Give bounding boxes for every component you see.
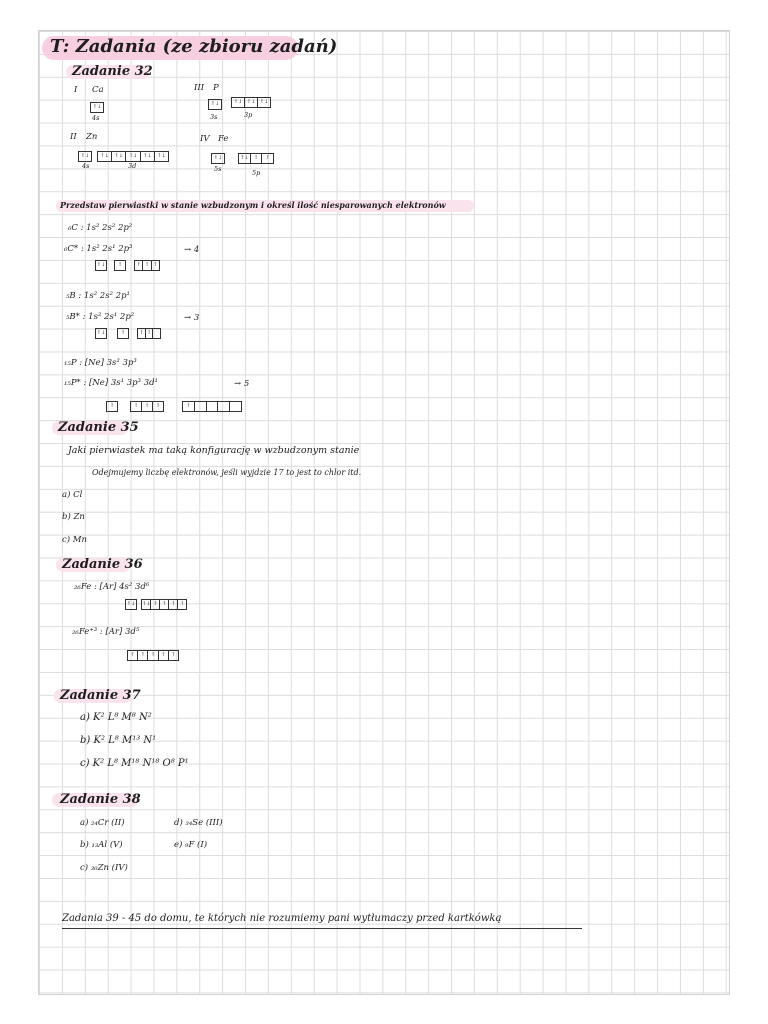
p-excited: ₁₅P* : [Ne] 3s¹ 3p³ 3d¹ [64, 378, 158, 388]
z37-answer-b: b) K² L⁸ M¹³ N¹ [80, 735, 157, 746]
z32-i-orbital: 4s [92, 114, 100, 122]
orbital-box: ↑↓ [95, 260, 107, 271]
grid-paper [38, 30, 730, 995]
z36-heading: Zadanie 36 [62, 557, 143, 572]
z35-hint: Odejmujemy liczbę elektronów, jeśli wyjdzie 17 to jest to chlor itd. [92, 468, 362, 477]
orbital-box: ↑ [114, 260, 126, 271]
z38-heading: Zadanie 38 [60, 792, 141, 807]
z35-question: Jaki pierwiastek ma taką konfigurację w wzbudzonym stanie [68, 445, 360, 456]
z36-fe3: ₂₆Fe⁺³ : [Ar] 3d⁵ [72, 627, 140, 637]
orbital-box: ↑↓ [211, 153, 225, 164]
z38-answer-e: e) ₉F (I) [174, 840, 208, 850]
excited-instruction: Przedstaw pierwiastki w stanie wzbudzonym i określ ilość niesparowanych elektronów [60, 200, 446, 210]
orbital-box: ↑↓ ↑↓ ↑↓ [231, 97, 271, 108]
z32-i-label: I [74, 85, 78, 95]
orbital-box: ↑↓ ↑ ↑ [238, 153, 274, 164]
orbital-box: ↑↓ [78, 151, 92, 162]
z35-heading: Zadanie 35 [58, 420, 139, 435]
z35-answer-b: b) Zn [62, 512, 85, 522]
z32-iv-element: Fe [218, 134, 229, 144]
homework-underline [62, 928, 582, 929]
c-ground: ₆C : 1s² 2s² 2p² [68, 223, 133, 233]
z32-heading: Zadanie 32 [72, 64, 153, 79]
z32-iv-label: IV [200, 134, 210, 144]
z32-iii-label: III [194, 83, 205, 93]
homework-note: Zadania 39 - 45 do domu, te których nie rozumiemy pani wytłumaczy przed kartkówką [62, 913, 502, 924]
z37-answer-c: c) K² L⁸ M¹⁸ N¹⁸ O⁸ P¹ [80, 758, 189, 769]
z38-answer-a: a) ₂₄Cr (II) [80, 818, 125, 828]
orbital-box: ↑↓ [95, 328, 107, 339]
z37-heading: Zadanie 37 [60, 688, 141, 703]
z32-ii-orbital-4s: 4s [82, 162, 90, 170]
z32-i-element: Ca [92, 85, 104, 95]
z32-ii-label: II [70, 132, 77, 142]
b-ground: ₅B : 1s² 2s² 2p¹ [66, 291, 130, 301]
c-excited: ₆C* : 1s² 2s¹ 2p³ [64, 244, 133, 254]
z32-ii-orbital-3d: 3d [128, 162, 137, 170]
z32-iii-element: P [213, 83, 219, 93]
z32-iv-orbital-5s: 5s [214, 165, 222, 173]
z38-answer-d: d) ₃₄Se (III) [174, 818, 223, 828]
orbital-box: ↑↓ ↑ ↑ ↑ ↑ [141, 599, 187, 610]
orbital-box: ↑ ↑ ↑ [134, 260, 160, 271]
z37-answer-a: a) K² L⁸ M⁸ N² [80, 712, 152, 723]
orbital-box: ↑↓ [208, 99, 222, 110]
z36-fe: ₂₆Fe : [Ar] 4s² 3d⁶ [74, 582, 150, 592]
z32-iii-orbital-3s: 3s [210, 113, 218, 121]
orbital-box: ↑ ↑ ↑ [130, 401, 164, 412]
p-result: → 5 [234, 379, 250, 389]
orbital-box: ↑↓ [90, 102, 104, 113]
orbital-box: ↑↓ [125, 599, 137, 610]
orbital-box: ↑ [106, 401, 118, 412]
z38-answer-c: c) ₃₀Zn (IV) [80, 863, 128, 873]
z32-iii-orbital-3p: 3p [244, 111, 253, 119]
z38-answer-b: b) ₁₃Al (V) [80, 840, 123, 850]
z35-answer-a: a) Cl [62, 490, 83, 500]
c-result: → 4 [184, 245, 200, 255]
b-excited: ₅B* : 1s² 2s¹ 2p² [66, 312, 135, 322]
page-title: T: Zadania (ze zbioru zadań) [50, 36, 338, 57]
z32-ii-element: Zn [86, 132, 98, 142]
orbital-box: ↑ [182, 401, 242, 412]
orbital-box: ↑↓ ↑↓ ↑↓ ↑↓ ↑↓ [97, 151, 169, 162]
b-result: → 3 [184, 313, 200, 323]
z35-answer-c: c) Mn [62, 535, 87, 545]
orbital-box: ↑ ↑ [137, 328, 161, 339]
p-ground: ₁₅P : [Ne] 3s² 3p³ [64, 358, 137, 368]
orbital-box: ↑ [117, 328, 129, 339]
z32-iv-orbital-5p: 5p [252, 169, 261, 177]
orbital-box: ↑ ↑ ↑ ↑ ↑ [127, 650, 179, 661]
